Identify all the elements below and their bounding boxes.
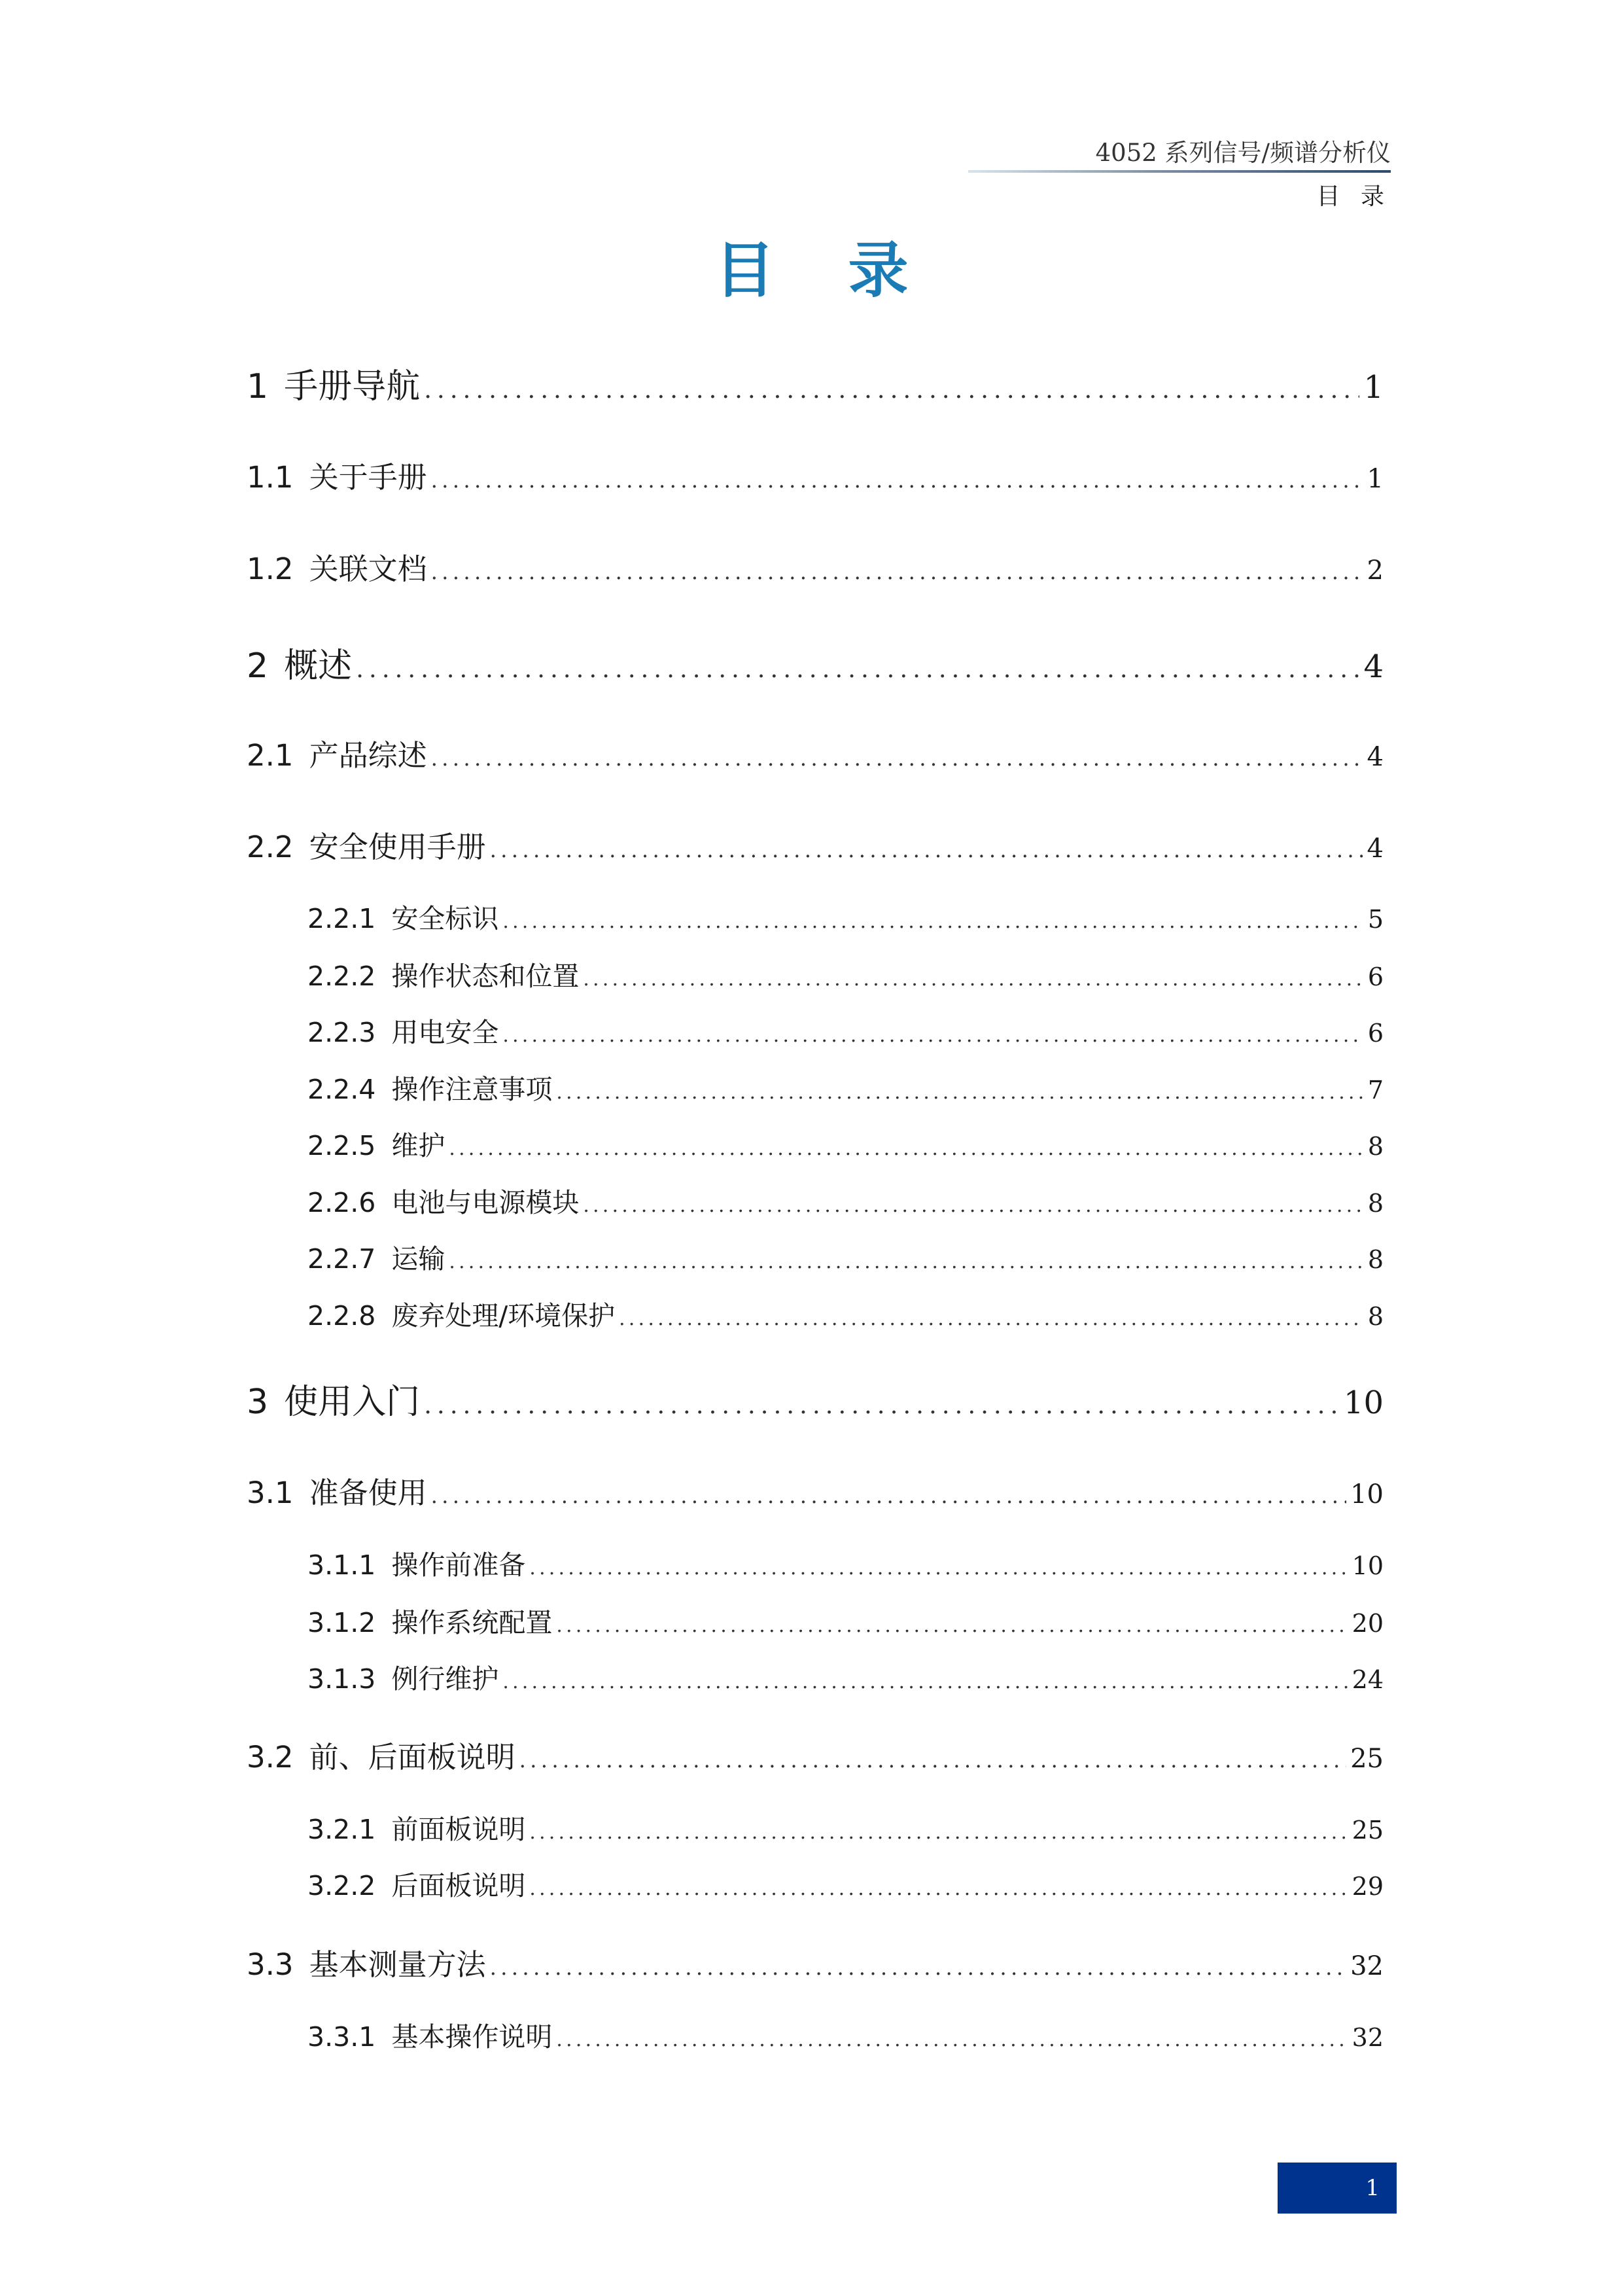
toc-entry-number: 2.2.7 xyxy=(307,1243,376,1275)
toc-leader-dots xyxy=(556,1081,1363,1103)
toc-entry-page: 24 xyxy=(1352,1665,1384,1694)
toc-leader-dots xyxy=(424,375,1359,404)
toc-entry-page: 6 xyxy=(1367,963,1384,991)
toc-entry-label: 后面板说明 xyxy=(391,1870,526,1901)
toc-entry-page: 1 xyxy=(1367,464,1384,494)
header-section-label: 目 录 xyxy=(1316,183,1391,210)
toc-entry-page: 8 xyxy=(1367,1189,1384,1218)
toc-leader-dots xyxy=(502,1024,1363,1046)
toc-leader-dots xyxy=(519,1748,1347,1773)
toc-entry-number: 3.3.1 xyxy=(307,2021,376,2053)
toc-entry[interactable] xyxy=(307,1011,1384,1050)
toc-entry-label: 关于手册 xyxy=(309,460,427,495)
toc-entry-page: 7 xyxy=(1367,1076,1384,1104)
toc-entry[interactable] xyxy=(307,1864,1384,1903)
toc-entry-number: 2.2.2 xyxy=(307,961,376,992)
toc-leader-dots xyxy=(556,2028,1348,2051)
toc-entry[interactable] xyxy=(307,897,1384,936)
toc-entry-number: 3.1.1 xyxy=(307,1549,376,1581)
toc-entry-number: 2 xyxy=(247,646,269,686)
toc-leader-dots xyxy=(356,654,1359,683)
toc-entry-label: 基本测量方法 xyxy=(309,1947,486,1982)
toc-entry-label: 安全使用手册 xyxy=(309,830,486,864)
toc-leader-dots xyxy=(556,1614,1348,1636)
toc-entry-number: 3.2.1 xyxy=(307,1814,376,1845)
toc-entry-label: 使用入门 xyxy=(284,1383,421,1422)
toc-leader-dots xyxy=(431,468,1363,493)
toc-leader-dots xyxy=(583,968,1363,990)
toc-entry-page: 29 xyxy=(1352,1872,1384,1901)
page-number: 1 xyxy=(1365,2175,1380,2201)
toc-entry-page: 32 xyxy=(1350,1951,1384,1981)
toc-entry[interactable] xyxy=(247,453,1384,496)
toc-entry-label: 例行维护 xyxy=(391,1663,499,1695)
toc-heading: 目 录 xyxy=(714,236,935,306)
toc-entry-label: 基本操作说明 xyxy=(391,2021,553,2053)
toc-entry[interactable] xyxy=(307,2015,1384,2054)
toc-entry-number: 1.1 xyxy=(247,460,294,495)
toc-entry-number: 3.3 xyxy=(247,1947,294,1982)
toc-entry-page: 25 xyxy=(1350,1744,1384,1774)
toc-entry-number: 2.2.1 xyxy=(307,903,376,934)
toc-leader-dots xyxy=(424,1390,1340,1419)
toc-entry[interactable] xyxy=(307,1657,1384,1696)
toc-entry[interactable] xyxy=(307,955,1384,993)
toc-leader-dots xyxy=(431,1483,1347,1508)
toc-entry-number: 2.2.8 xyxy=(307,1300,376,1332)
toc-entry-label: 准备使用 xyxy=(309,1475,427,1510)
toc-entry-page: 25 xyxy=(1352,1816,1384,1845)
toc-entry[interactable] xyxy=(247,1733,1384,1776)
toc-leader-dots xyxy=(529,1557,1348,1579)
toc-leader-dots xyxy=(502,1670,1348,1693)
toc-entry-label: 操作注意事项 xyxy=(391,1074,553,1105)
toc-entry-number: 3.2.2 xyxy=(307,1870,376,1901)
toc-entry-number: 2.2.5 xyxy=(307,1130,376,1161)
toc-entry-label: 前、后面板说明 xyxy=(309,1740,515,1775)
toc-entry[interactable] xyxy=(247,638,1384,687)
toc-leader-dots xyxy=(490,838,1363,862)
toc-entry-number: 3.2 xyxy=(247,1740,294,1775)
toc-entry[interactable] xyxy=(307,1237,1384,1276)
toc-entry-label: 用电安全 xyxy=(391,1017,499,1048)
toc-entry-number: 2.2.6 xyxy=(307,1187,376,1218)
toc-entry-page: 10 xyxy=(1350,1479,1384,1510)
toc-entry-page: 10 xyxy=(1352,1551,1384,1580)
toc-entry[interactable] xyxy=(247,732,1384,774)
header-doc-title: 4052 系列信号/频谱分析仪 xyxy=(1095,139,1391,167)
toc-entry-label: 维护 xyxy=(391,1130,445,1161)
toc-entry-number: 3.1 xyxy=(247,1475,294,1510)
toc-entry-label: 产品综述 xyxy=(309,738,427,773)
toc-entry-number: 1.2 xyxy=(247,552,294,586)
toc-entry-label: 电池与电源模块 xyxy=(391,1187,580,1218)
toc-entry-page: 8 xyxy=(1367,1245,1384,1274)
toc-entry[interactable] xyxy=(247,823,1384,866)
toc-entry-number: 2.2 xyxy=(247,830,294,864)
toc-entry[interactable] xyxy=(307,1544,1384,1582)
toc-entry[interactable] xyxy=(307,1294,1384,1333)
toc-entry-number: 2.2.4 xyxy=(307,1074,376,1105)
toc-entry[interactable] xyxy=(247,1374,1384,1423)
toc-entry-number: 1 xyxy=(247,367,269,406)
toc-leader-dots xyxy=(449,1250,1363,1273)
toc-entry-page: 4 xyxy=(1367,742,1384,772)
toc-entry-label: 概述 xyxy=(284,646,353,686)
toc-leader-dots xyxy=(449,1137,1363,1159)
toc-entry-label: 操作状态和位置 xyxy=(391,961,580,992)
toc-entry-label: 废弃处理/环境保护 xyxy=(391,1300,616,1332)
toc-entry[interactable] xyxy=(307,1601,1384,1640)
toc-leader-dots xyxy=(583,1194,1363,1216)
toc-entry[interactable] xyxy=(307,1068,1384,1106)
toc-entry-number: 2.2.3 xyxy=(307,1017,376,1048)
toc-entry-label: 关联文档 xyxy=(309,552,427,586)
toc-entry-page: 32 xyxy=(1352,2023,1384,2052)
toc-entry[interactable] xyxy=(247,1469,1384,1511)
toc-entry-page: 2 xyxy=(1367,556,1384,586)
toc-entry-label: 运输 xyxy=(391,1243,445,1275)
page-number-box xyxy=(1278,2163,1397,2214)
toc-entry-number: 3.1.2 xyxy=(307,1607,376,1638)
toc-entry-label: 安全标识 xyxy=(391,903,499,934)
toc-entry-label: 操作系统配置 xyxy=(391,1607,553,1638)
toc-entry-number: 3.1.3 xyxy=(307,1663,376,1695)
toc-entry-page: 20 xyxy=(1352,1609,1384,1638)
toc-entry-number: 2.1 xyxy=(247,738,294,773)
toc-entry-page: 8 xyxy=(1367,1302,1384,1331)
toc-entry[interactable] xyxy=(307,1124,1384,1163)
toc-leader-dots xyxy=(431,559,1363,584)
toc-entry-label: 操作前准备 xyxy=(391,1549,526,1581)
toc-entry[interactable] xyxy=(307,1181,1384,1220)
toc-entry-label: 前面板说明 xyxy=(391,1814,526,1845)
toc-entry-page: 5 xyxy=(1367,905,1384,934)
toc-entry-page: 10 xyxy=(1343,1385,1384,1421)
toc-entry-page: 8 xyxy=(1367,1132,1384,1161)
toc-entry-page: 6 xyxy=(1367,1019,1384,1048)
toc-entry[interactable] xyxy=(247,359,1384,408)
toc-leader-dots xyxy=(502,910,1363,932)
toc-entry-page: 4 xyxy=(1367,834,1384,864)
toc-leader-dots xyxy=(431,746,1363,771)
toc-leader-dots xyxy=(490,1955,1347,1980)
toc-entry[interactable] xyxy=(307,1808,1384,1846)
toc-entry[interactable] xyxy=(247,1941,1384,1983)
toc-entry-page: 1 xyxy=(1363,369,1384,406)
toc-entry[interactable] xyxy=(247,545,1384,588)
toc-leader-dots xyxy=(529,1877,1348,1899)
toc-entry-number: 3 xyxy=(247,1383,269,1422)
toc-leader-dots xyxy=(619,1307,1364,1330)
toc-entry-page: 4 xyxy=(1363,648,1384,685)
toc-leader-dots xyxy=(529,1821,1348,1843)
toc-entry-label: 手册导航 xyxy=(284,367,421,406)
